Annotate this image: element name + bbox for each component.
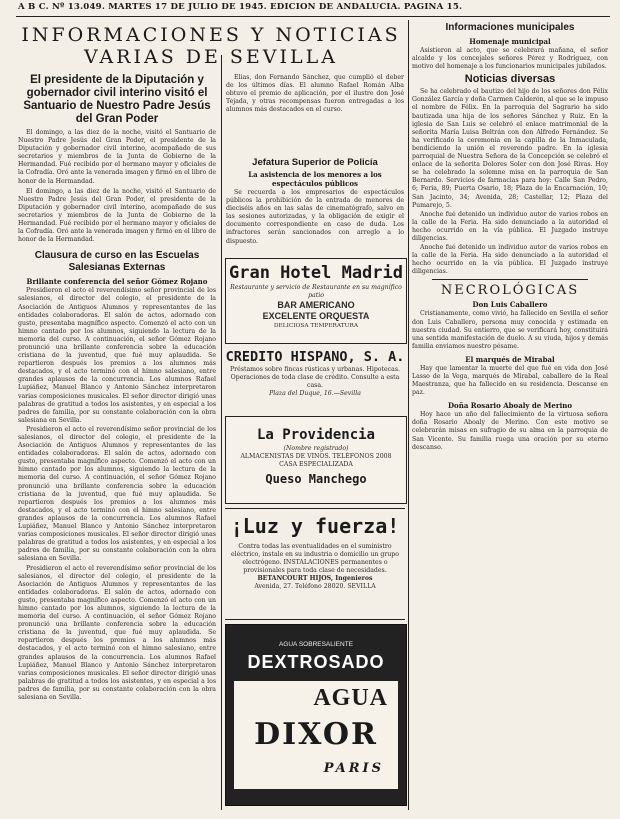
- ad-la-providencia: [225, 416, 407, 504]
- ad-gran-hotel-line: Restaurante y servicio de Restaurante en su magnífico patio: [230, 284, 402, 299]
- ad-credito-text: Préstamos sobre fincas rústicas y urbanas. Hipotecas. Operaciones de toda clase de crédito. Consulte a esta casa.: [230, 366, 400, 390]
- ad-luz-fuerza: [225, 508, 405, 620]
- section-title-line2: VARIAS DE SEVILLA: [84, 46, 338, 68]
- ad-providencia-l2: CASA ESPECIALIZADA: [279, 461, 353, 468]
- article-continued: Elías, don Fernando Sánchez, que cumplió el deber de los últimos días. El alumno Rafael Román Alba obtuvo el premio de aplicación, por el ilustre don José Tejada, y otras recompensas fueron entregadas a los alumnos más destacados en el curso.: [226, 74, 404, 114]
- article-caballero: Cristianamente, como vivió, ha fallecido en Sevilla el señor don Luis Caballero, persona muy conocida y estimada en nuestra ciudad. Su entierro, que se verificará hoy, constituirá una sentida manifestación de duelo. A su viuda, hijos y demás familia enviamos nuestro pésame.: [412, 310, 608, 350]
- headline-diputacion: El presidente de la Diputación y gobernador civil interino visitó el Santuario de Nuestro Padre Jesús del Gran Poder: [23, 74, 211, 125]
- article-mirabal: Hay que lamentar la muerte del que fué en vida don José Lasso de la Vega, marqués de Mirabal, caballero de la Real Maestranza, que ha fallecido en su residencia. Descanse en paz.: [412, 364, 608, 397]
- article-diputacion: El domingo, a las diez de la noche, visitó el Santuario de Nuestro Padre Jesús del Gran Poder, el presidente de la Diputación y gobernador civil interino, acompañado de sus secretarios y miembros de la Junta de Gobierno de la Hermandad. Fué recibido por el hermano mayor y oficiales de la Cofradía. Oró ante la venerada imagen y firmó en el libro de honor de la Hermandad.: [18, 129, 216, 185]
- subhead-homenaje: Homenaje municipal: [469, 37, 551, 46]
- ad-dixor-top: AGUA SOBRESALIENTE: [278, 641, 354, 648]
- ad-luz-title: ¡Luz y fuerza!: [230, 514, 400, 538]
- ad-providencia-queso: Queso Manchego: [265, 472, 367, 486]
- ad-dixor-agua: AGUA: [313, 685, 388, 711]
- column-divider: [408, 20, 409, 810]
- ad-gran-hotel-temp: DELICIOSA TEMPERATURA: [273, 323, 359, 329]
- article-noticias: Se ha celebrado el bautizo del hijo de los señores don Félix González García y doña Carmen Calderón, al que se le impuso el nombre de Félix. En la parroquia del Sagrario ha sido bautizada una hija de los señores Sánchez y Ruiz. En la iglesia de San Luis se celebró el enlace matrimonial de la señorita María Luisa Beltrán con don Alfredo Fernández. Se ha verificado la ceremonia en la capilla de la Inmaculada, bendiciendo la unión el reverendo padre. En la iglesia parroquial de Nuestra Señora de la Concepción se celebró el enlace de la señorita Dolores Soler con don José Rivas. Hoy se ha celebrado la solemne misa en la parroquia de San Bernardo. Servicios de farmacias para hoy: Calle San Pedro, 6; Feria, 89; Puerta Osario, 18; Plaza de la Encarnación, 10; San Jacinto, 34; Avenida, 28; Castellar, 12; Plaza del Pumarejo, 5. Anoche fué detenido un individuo autor de varios robos en la calle de la Feria. Ha sido denunciado a la autoridad el hecho ocurrido en la vía pública. El Juzgado instruye diligencias. Anoche fué detenido un individuo autor de varios robos en la calle de la Feria. Ha sido denunciado a la autoridad el hecho ocurrido en la vía pública. El Juzgado instruye diligencias.: [412, 88, 608, 276]
- ad-gran-hotel-title: Gran Hotel Madrid: [229, 263, 403, 283]
- column-divider: [221, 55, 222, 810]
- subhead-caballero: Don Luis Caballero: [472, 300, 548, 310]
- headline-noticias: Noticias diversas: [464, 73, 556, 86]
- headline-municipales: Informaciones municipales: [445, 22, 575, 33]
- ad-gran-hotel-bar: BAR AMERICANO: [277, 300, 355, 310]
- middle-policia: [226, 157, 404, 257]
- subhead-menores: La asistencia de los menores a los espectáculos públicos: [248, 170, 382, 188]
- ad-dixor-inner: [234, 681, 398, 789]
- ad-providencia-title: La Providencia: [256, 427, 375, 443]
- page-header: A B C. Nº 13.049. MARTES 17 DE JULIO DE 1945. EDICION DE ANDALUCIA. PAGINA 15.: [18, 2, 463, 12]
- ad-dixor: [225, 624, 407, 806]
- ad-providencia-l1: ALMACENISTAS DE VINOS. TELÉFONOS 2008: [240, 453, 392, 460]
- headline-necrologicas: NECROLÓGICAS: [440, 283, 580, 299]
- headline-policia: Jefatura Superior de Policía: [252, 157, 378, 168]
- subhead-mirabal: El marqués de Mirabal: [465, 354, 555, 364]
- subhead-conferencia: Brillante conferencia del señor Gómez Rojano: [26, 277, 208, 287]
- ad-luz-addr: Avenida, 27. Teléfono 28020. SEVILLA: [254, 583, 376, 591]
- ad-providencia-sub: (Nombre registrado): [283, 445, 349, 452]
- ad-gran-hotel-orquesta: EXCELENTE ORQUESTA: [262, 311, 370, 321]
- article-salesianas: Presidieron el acto el reverendísimo señor provincial de los salesianos, el director del colegio, el presidente de la Asociación de Antiguos Alumnos y representantes de las entidades colaboradoras. El salón de actos, adornado con gusto, presentaba magnífico aspecto. Comenzó el acto con un himno cantado por los alumnos, siguiendo la lectura de la memoria del curso. A continuación, el señor Gómez Rojano pronunció una brillante conferencia sobre la educación cristiana de la juventud, que fué muy aplaudida. Se repartieron después los premios a los alumnos más destacados, y el acto terminó con el himno salesiano, entre grandes aplausos de la concurrencia. Los alumnos Rafael Lupiáñez, Manuel Blanco y Antonio Sánchez interpretaron varias composiciones musicales. El señor director dirigió unas palabras de gratitud a todos los asistentes, y en especial a los padres de familia, por su constante colaboración con la obra salesiana en Sevilla. Presidieron el acto el reverendísimo señor provincial de los salesianos, el director del colegio, el presidente de la Asociación de Antiguos Alumnos y representantes de las entidades colaboradoras. El salón de actos, adornado con gusto, presentaba magnífico aspecto. Comenzó el acto con un himno cantado por los alumnos, siguiendo la lectura de la memoria del curso. A continuación, el señor Gómez Rojano pronunció una brillante conferencia sobre la educación cristiana de la juventud, que fué muy aplaudida. Se repartieron después los premios a los alumnos más destacados, y el acto terminó con el himno salesiano, entre grandes aplausos de la concurrencia. Los alumnos Rafael Lupiáñez, Manuel Blanco y Antonio Sánchez interpretaron varias composiciones musicales. El señor director dirigió unas palabras de gratitud a todos los asistentes, y en especial a los padres de familia, por su constante colaboración con la obra salesiana en Sevilla. Presidieron el acto el reverendísimo señor provincial de los salesianos, el director del colegio, el presidente de la Asociación de Antiguos Alumnos y representantes de las entidades colaboradoras. El salón de actos, adornado con gusto, presentaba magnífico aspecto. Comenzó el acto con un himno cantado por los alumnos, siguiendo la lectura de la memoria del curso. A continuación, el señor Gómez Rojano pronunció una brillante conferencia sobre la educación cristiana de la juventud, que fué muy aplaudida. Se repartieron después los premios a los alumnos más destacados, y el acto terminó con el himno salesiano, entre grandes aplausos de la concurrencia. Los alumnos Rafael Lupiáñez, Manuel Blanco y Antonio Sánchez interpretaron varias composiciones musicales. El señor director dirigió unas palabras de gratitud a todos los asistentes, y en especial a los padres de familia, por su constante colaboración con la obra salesiana en Sevilla.: [18, 287, 216, 701]
- ad-gran-hotel: [225, 258, 407, 344]
- article-policia: Se recuerda a los empresarios de espectáculos públicos la prohibición de la entrada de menores de dieciséis años en las salas de cinematógrafo, salvo en las sesiones autorizadas, y la obligación de exigir el documento correspondiente en caso de duda. Los infractores serán sancionados con arreglo a lo dispuesto.: [226, 189, 404, 245]
- headline-salesianas: Clausura de curso en las Escuelas Salesianas Externas: [34, 250, 200, 274]
- right-column: [412, 22, 608, 814]
- ad-dixor-dextrosado: DEXTROSADO: [247, 652, 385, 672]
- ad-dixor-brand: DIXOR: [254, 717, 378, 752]
- left-column: [16, 24, 406, 76]
- ad-credito-addr: Plaza del Duque, 16.—Sevilla: [269, 390, 361, 398]
- left-body: [18, 74, 216, 814]
- ad-dixor-paris: PARIS: [323, 761, 384, 776]
- article-aboaly: Hoy hace un año del fallecimiento de la virtuosa señora doña Rosario Aboaly de Merino. Con este motivo se celebrarán misas en sufragio de su alma en la parroquia de San Vicente. Su familia ruega una oración por su eterno descanso.: [412, 411, 608, 451]
- ad-luz-text: Contra todas las eventualidades en el suministro eléctrico, instale en su industria o domicilio un grupo electrógeno. INSTALACIONES permanentes o provisionales para toda clase de necesidades.: [231, 543, 399, 575]
- ad-credito-hispano: [225, 348, 405, 412]
- section-title: INFORMACIONES Y NOTICIAS: [21, 24, 401, 46]
- section-rule: [432, 279, 588, 280]
- article-municipales: Asistieron al acto, que se celebrará mañana, el señor alcalde y los concejales señores Pérez y Rodríguez, con motivo del homenaje a los funcionarios municipales jubilados.: [412, 47, 608, 71]
- subhead-aboaly: Doña Rosario Aboaly de Merino: [447, 401, 572, 411]
- article-diputacion-cont: El domingo, a las diez de la noche, visitó el Santuario de Nuestro Padre Jesús del Gran Poder, el presidente de la Diputación y gobernador civil interino, acompañado de sus secretarios y miembros de la Junta de Gobierno de la Hermandad. Fué recibido por el hermano mayor y oficiales de la Cofradía. Oró ante la venerada imagen y firmó en el libro de honor de la Hermandad.: [18, 187, 216, 244]
- middle-body-top: [226, 74, 404, 158]
- header-rule: [16, 16, 610, 17]
- ad-luz-name: BETANCOURT HIJOS, Ingenieros: [257, 575, 373, 583]
- ad-credito-title: CREDITO HISPANO, S. A.: [225, 349, 405, 365]
